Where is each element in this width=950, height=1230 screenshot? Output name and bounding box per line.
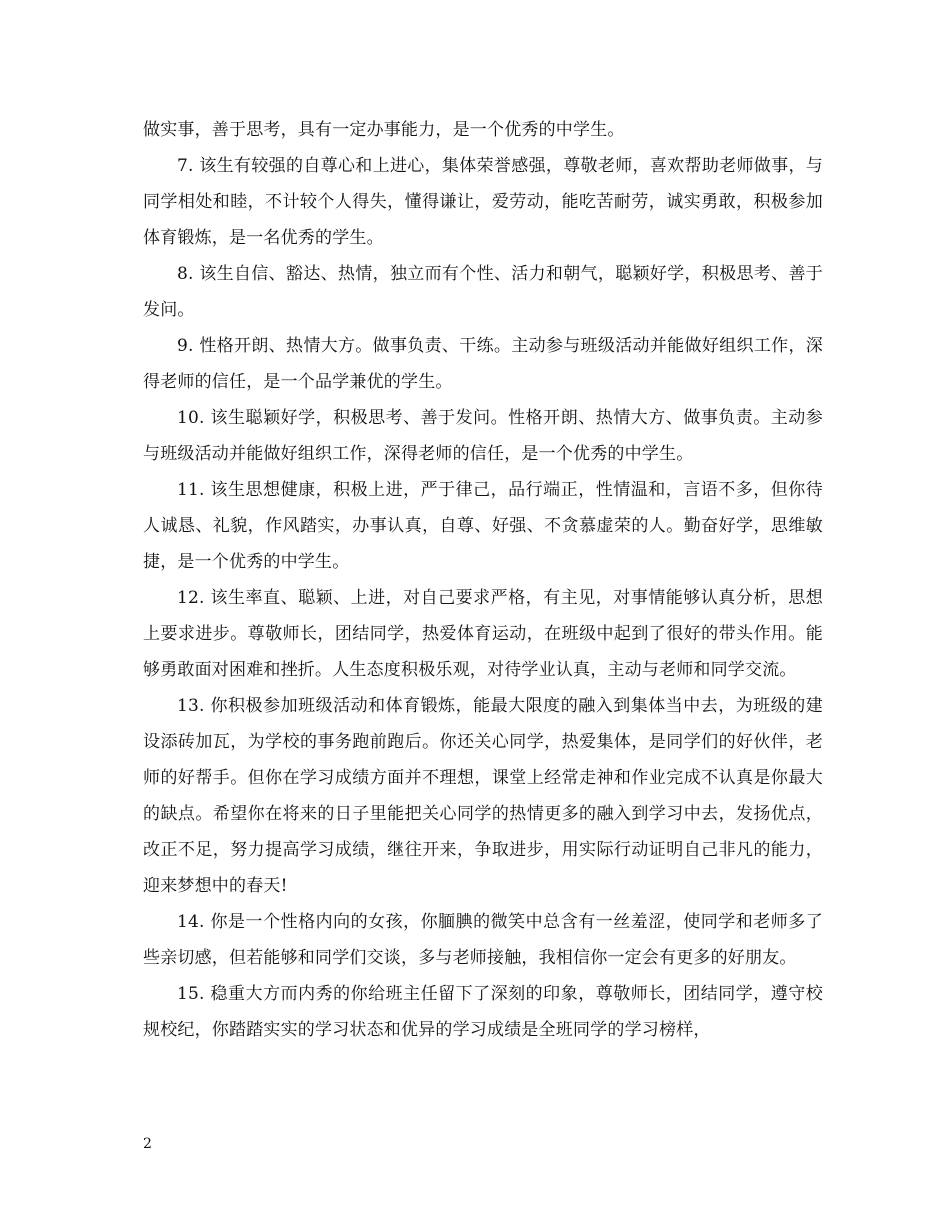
paragraph-item-13: 13. 你积极参加班级活动和体育锻炼，能最大限度的融入到集体当中去，为班级的建设添砖加瓦，为学校的事务跑前跑后。你还关心同学，热爱集体，是同学们的好伙伴，老师的好帮手。但你在学习成绩方面并不理想，课堂上经常走神和作业完成不认真是你最大的缺点。希望你在将来的日子里能把关心同学的热情更多的融入到学习中去，发扬优点，改正不足，努力提高学习成绩，继往开来，争取进步，用实际行动证明自己非凡的能力，迎来梦想中的春天!	[143, 696, 823, 896]
paragraph-item-7: 7. 该生有较强的自尊心和上进心，集体荣誉感强，尊敬老师，喜欢帮助老师做事，与同学相处和睦，不计较个人得失，懂得谦让，爱劳动，能吃苦耐劳，诚实勇敢，积极参加体育锻炼，是一名优秀的学生。	[143, 156, 823, 248]
page-number: 2	[143, 1136, 152, 1152]
paragraph-item-12: 12. 该生率直、聪颖、上进，对自己要求严格，有主见，对事情能够认真分析，思想上要求进步。尊敬师长，团结同学，热爱体育运动，在班级中起到了很好的带头作用。能够勇敢面对困难和挫折。人生态度积极乐观，对待学业认真，主动与老师和同学交流。	[143, 588, 823, 680]
paragraph-item-14: 14. 你是一个性格内向的女孩，你腼腆的微笑中总含有一丝羞涩，使同学和老师多了些亲切感，但若能够和同学们交谈，多与老师接触，我相信你一定会有更多的好朋友。	[143, 912, 823, 968]
paragraph-continuation: 做实事，善于思考，具有一定办事能力，是一个优秀的中学生。	[143, 120, 625, 140]
paragraph-item-11: 11. 该生思想健康，积极上进，严于律己，品行端正，性情温和，言语不多，但你待人诚恳、礼貌，作风踏实，办事认真，自尊、好强、不贪慕虚荣的人。勤奋好学，思维敏捷，是一个优秀的中学生。	[143, 480, 823, 572]
paragraph-item-15: 15. 稳重大方而内秀的你给班主任留下了深刻的印象，尊敬师长，团结同学，遵守校规校纪，你踏踏实实的学习状态和优异的学习成绩是全班同学的学习榜样，	[143, 984, 823, 1040]
paragraph-item-8: 8. 该生自信、豁达、热情，独立而有个性、活力和朝气，聪颖好学，积极思考、善于发问。	[143, 264, 823, 320]
body-text	[143, 112, 823, 1048]
paragraph-item-10: 10. 该生聪颖好学，积极思考、善于发问。性格开朗、热情大方、做事负责。主动参与班级活动并能做好组织工作，深得老师的信任，是一个优秀的中学生。	[143, 408, 823, 464]
paragraph-item-9: 9. 性格开朗、热情大方。做事负责、干练。主动参与班级活动并能做好组织工作，深得老师的信任，是一个品学兼优的学生。	[143, 336, 823, 392]
